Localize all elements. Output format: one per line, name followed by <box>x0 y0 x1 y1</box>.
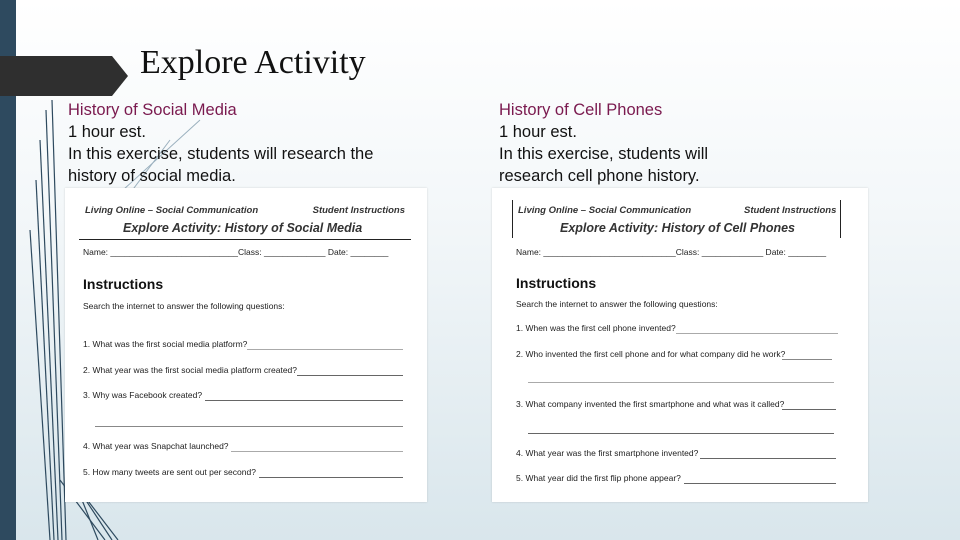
question-4 <box>516 448 698 458</box>
answer-line <box>700 458 836 459</box>
worksheet-border-left <box>512 200 513 238</box>
cell-phone-desc-line2: research cell phone history. <box>499 167 700 185</box>
cell-phone-worksheet <box>492 188 868 502</box>
name-class-date-row: Name: ____________________________Class: _____________ Date: ________ <box>516 247 827 257</box>
social-media-desc-line1: In this exercise, students will research the <box>68 145 374 163</box>
answer-line <box>676 333 838 334</box>
answer-line <box>782 409 836 410</box>
instructions-heading: Instructions <box>83 276 164 292</box>
question-text: 3. Why was Facebook created? <box>83 390 203 400</box>
instructions-heading: Instructions <box>516 275 597 291</box>
question-3 <box>516 399 784 409</box>
question-1 <box>83 339 247 349</box>
answer-line <box>297 375 403 376</box>
question-2 <box>516 349 785 359</box>
name-class-date-row: Name: ___________________________Class: _____________ Date: ________ <box>83 247 389 257</box>
answer-line <box>205 400 403 401</box>
cell-phone-desc-line1: In this exercise, students will <box>499 145 709 163</box>
worksheet-title: Explore Activity: History of Cell Phones <box>560 221 796 235</box>
worksheet-header-left: Living Online – Social Communication <box>518 205 692 216</box>
cell-phone-title: History of Cell Phones <box>499 101 663 119</box>
answer-line <box>231 451 403 452</box>
worksheet-rule <box>79 239 411 240</box>
answer-line <box>247 349 403 350</box>
worksheet-header-left: Living Online – Social Communication <box>85 205 259 216</box>
question-text: 5. What year did the first flip phone appear? <box>516 473 681 483</box>
instructions-intro: Search the internet to answer the following questions: <box>516 299 718 309</box>
cell-phone-column <box>499 99 779 187</box>
question-text: 2. Who invented the first cell phone and for what company did he work? <box>516 349 786 359</box>
worksheet-border-right <box>840 200 841 238</box>
cell-phone-duration: 1 hour est. <box>499 123 577 141</box>
question-text: 4. What year was Snapchat launched? <box>83 441 229 451</box>
worksheet-header-right: Student Instructions <box>744 205 837 216</box>
question-4 <box>83 441 229 451</box>
question-5 <box>83 467 256 477</box>
question-1 <box>516 323 676 333</box>
question-text: 2. What year was the first social media platform created? <box>83 365 298 375</box>
question-2 <box>83 365 297 375</box>
question-text: 1. When was the first cell phone invented? <box>516 323 676 333</box>
social-media-duration: 1 hour est. <box>68 123 146 141</box>
question-text: 3. What company invented the first smartphone and what was it called? <box>516 399 785 409</box>
answer-line <box>782 359 832 360</box>
answer-line <box>528 433 834 434</box>
social-media-desc-line2: history of social media. <box>68 167 236 185</box>
slide-title: Explore Activity <box>140 44 366 81</box>
social-media-title: History of Social Media <box>68 101 237 119</box>
worksheet-header-right: Student Instructions <box>312 205 405 216</box>
question-text: 5. How many tweets are sent out per second? <box>83 467 256 477</box>
answer-line <box>95 426 403 427</box>
question-text: 1. What was the first social media platform? <box>83 339 248 349</box>
title-tab-shape <box>0 56 128 96</box>
answer-line <box>528 382 834 383</box>
question-text: 4. What year was the first smartphone invented? <box>516 448 699 458</box>
worksheet-title: Explore Activity: History of Social Media <box>123 221 363 235</box>
instructions-intro: Search the internet to answer the following questions: <box>83 301 285 311</box>
social-media-column <box>68 99 418 187</box>
answer-line <box>684 483 836 484</box>
question-3 <box>83 390 202 400</box>
question-5 <box>516 473 681 483</box>
social-media-worksheet <box>65 188 427 502</box>
answer-line <box>259 477 403 478</box>
